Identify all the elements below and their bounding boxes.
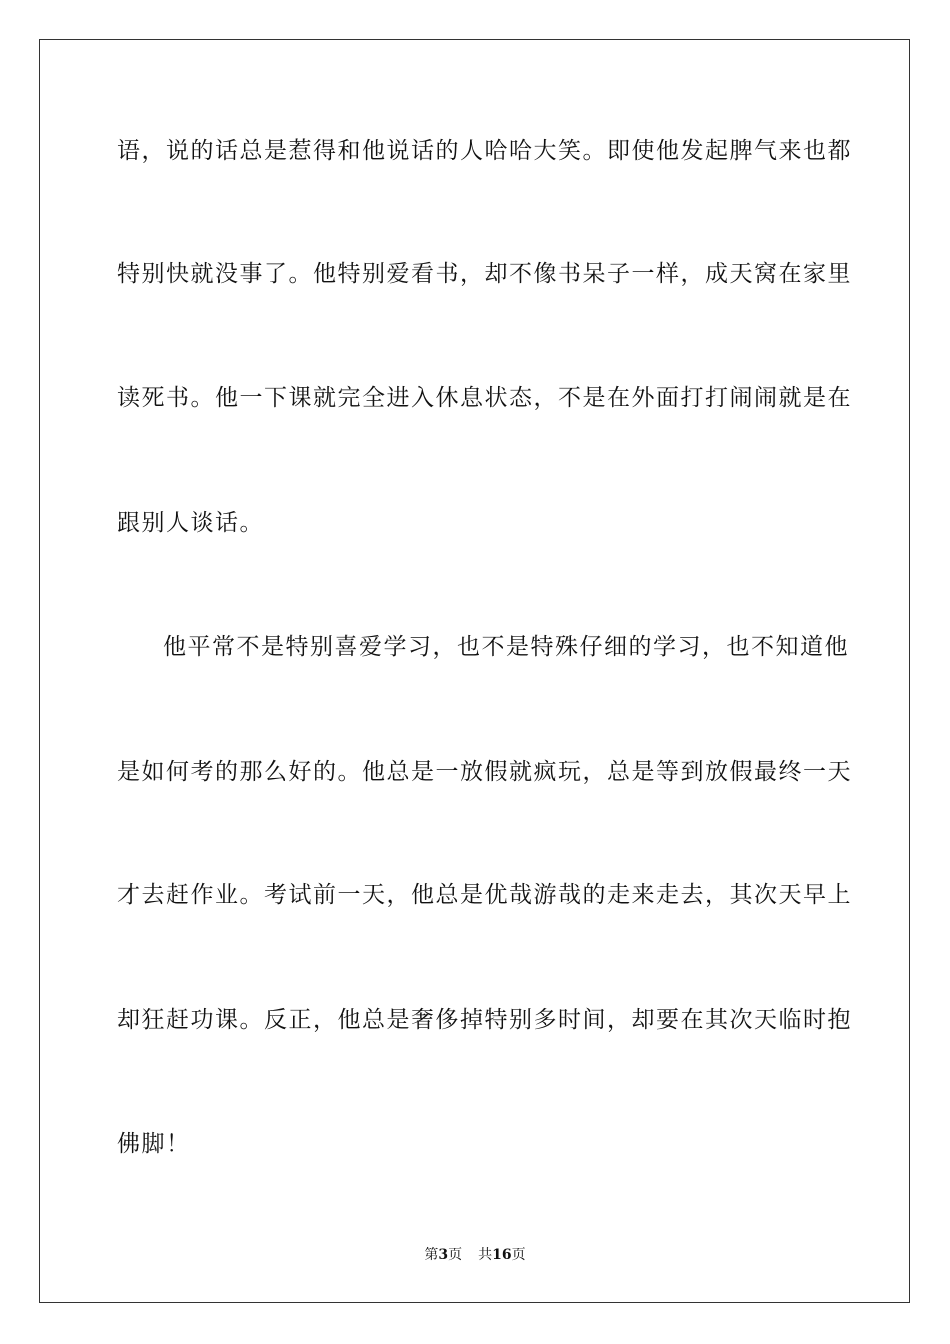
page-suffix: 页	[448, 1247, 463, 1263]
text-line: 才去赶作业。考试前一天，他总是优哉游哉的走来走去，其次天早上	[117, 882, 852, 908]
text-line: 跟别人谈话。	[117, 510, 264, 536]
text-line: 读死书。他一下课就完全进入休息状态，不是在外面打打闹闹就是在	[117, 385, 852, 411]
paragraph-first-line: 他平常不是特别喜爱学习，也不是特殊仔细的学习，也不知道他	[163, 634, 849, 660]
text-line: 特别快就没事了。他特别爱看书，却不像书呆子一样，成天窝在家里	[117, 261, 852, 287]
text-line: 却狂赶功课。反正，他总是奢侈掉特别多时间，却要在其次天临时抱	[117, 1007, 852, 1033]
total-pages: 16	[492, 1247, 512, 1263]
page-number: 3	[438, 1247, 449, 1263]
text-line: 佛脚！	[117, 1131, 191, 1157]
page-prefix: 第	[424, 1247, 439, 1263]
text-line: 是如何考的那么好的。他总是一放假就疯玩，总是等到放假最终一天	[117, 759, 852, 785]
page-footer	[0, 1246, 950, 1264]
page-border	[39, 39, 910, 1303]
total-prefix: 共	[478, 1247, 493, 1263]
total-suffix: 页	[511, 1247, 526, 1263]
text-line: 语，说的话总是惹得和他说话的人哈哈大笑。即使他发起脾气来也都	[117, 138, 852, 164]
